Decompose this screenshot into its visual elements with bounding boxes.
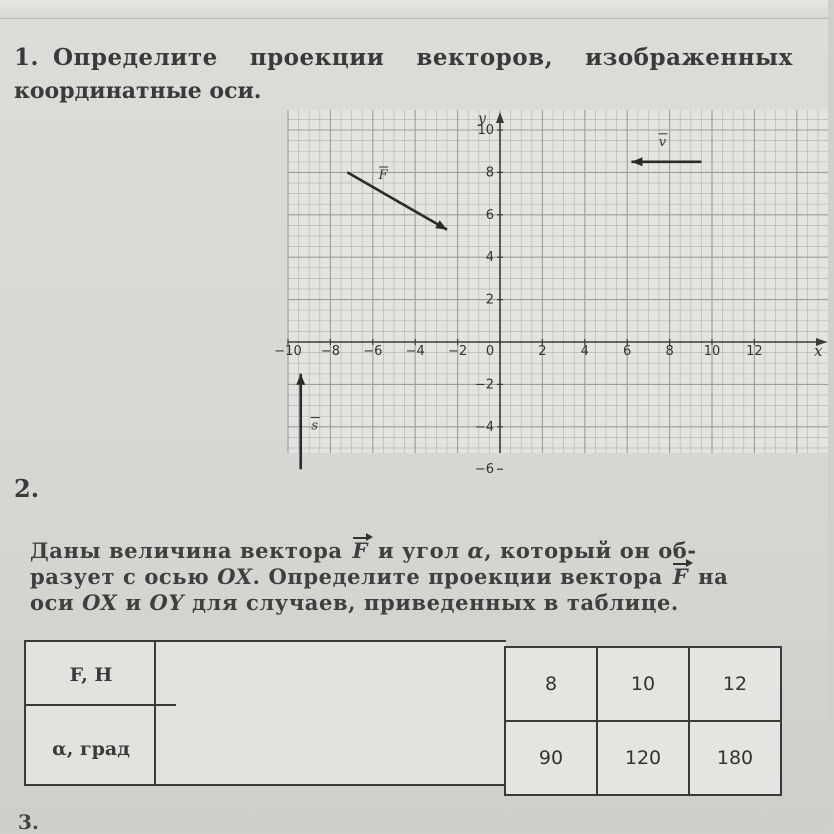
y-tick-label: −6 (474, 462, 494, 478)
vector-F-symbol: F (352, 538, 369, 563)
y-tick-label: 8 (485, 165, 494, 181)
axis-OX-symbol: OX (217, 564, 253, 589)
x-tick-label: −10 (274, 344, 302, 359)
task2-text-1c: , который он об- (484, 538, 697, 563)
x-tick-label: −2 (448, 344, 468, 359)
axis-OY-symbol: OY (149, 590, 185, 615)
y-tick-label: −2 (474, 377, 494, 393)
x-tick-label: 6 (623, 344, 632, 359)
table-column-divider (154, 642, 156, 784)
y-tick-label: 6 (485, 207, 494, 223)
values-table (504, 646, 782, 796)
task1-number: 1. (14, 44, 40, 71)
y-tick-label: 2 (485, 292, 494, 308)
x-tick-label: −6 (363, 344, 383, 359)
x-axis-label: x (814, 342, 823, 360)
table-cell-alpha-1: 90 (505, 721, 597, 795)
page-header-strip (0, 0, 828, 19)
vector-v-label: v (658, 134, 667, 150)
task1-word-4: изображенных (585, 44, 793, 71)
task2-text-3b: и (125, 590, 142, 615)
y-tick-label: 10 (477, 123, 494, 138)
task3-number-partial: 3. (18, 810, 39, 834)
task2-text-2b: . Определите проекции вектора (252, 564, 663, 589)
x-tick-label: 12 (746, 344, 763, 359)
table-cell-F-1: 8 (505, 647, 597, 721)
y-tick-label: −4 (474, 419, 494, 435)
task1-word-1: Определите (53, 44, 218, 71)
table-row1-label: F, Н (69, 664, 113, 686)
vector-F-symbol-2: F (672, 564, 689, 589)
x-tick-label: 8 (665, 344, 674, 359)
x-tick-label: 2 (538, 344, 547, 359)
task2-text-3c: для случаев, приведенных в таблице. (191, 590, 679, 615)
x-tick-label: −8 (320, 344, 340, 359)
table-label-column (24, 640, 506, 786)
y-tick-label: 4 (485, 250, 494, 266)
task2-text-1b: и угол (377, 538, 460, 563)
task2-number: 2. (14, 474, 40, 503)
table-cell-F-2: 10 (597, 647, 689, 721)
vector-s-label: s (311, 418, 319, 434)
table-cell-alpha-3: 180 (689, 721, 781, 795)
task1-title-line1 (14, 44, 834, 71)
x-tick-label: −4 (405, 344, 425, 359)
task2-line-1 (30, 538, 800, 564)
task1-word-2: проекции (249, 44, 385, 71)
x-tick-label: 4 (580, 344, 589, 359)
task2-text-1a: Даны величина вектора (30, 538, 343, 563)
table-row-angle (505, 721, 781, 795)
table-row2-label: α, град (52, 738, 130, 760)
task2-line-2 (30, 564, 800, 590)
task2-line-3 (30, 590, 800, 616)
task2-text-2c: на (698, 564, 729, 589)
task1-word-3: векторов, (416, 44, 554, 71)
table-row-force (505, 647, 781, 721)
task1-title-line2: координатные оси. (14, 78, 262, 104)
task2-text-3a: оси (30, 590, 75, 615)
table-cell-alpha-2: 120 (597, 721, 689, 795)
task2-statement (30, 538, 800, 616)
alpha-symbol: α (467, 538, 485, 563)
x-tick-label: 0 (485, 344, 495, 359)
table-cell-F-3: 12 (689, 647, 781, 721)
x-tick-label: 10 (703, 344, 721, 359)
y-axis-label: y (478, 111, 486, 127)
axis-OX-symbol-2: OX (82, 590, 118, 615)
task2-text-2a: разует с осью (30, 564, 210, 589)
coordinate-grid-graph (274, 110, 828, 478)
graph-background (288, 110, 828, 453)
vector-F-label: F (378, 168, 388, 184)
